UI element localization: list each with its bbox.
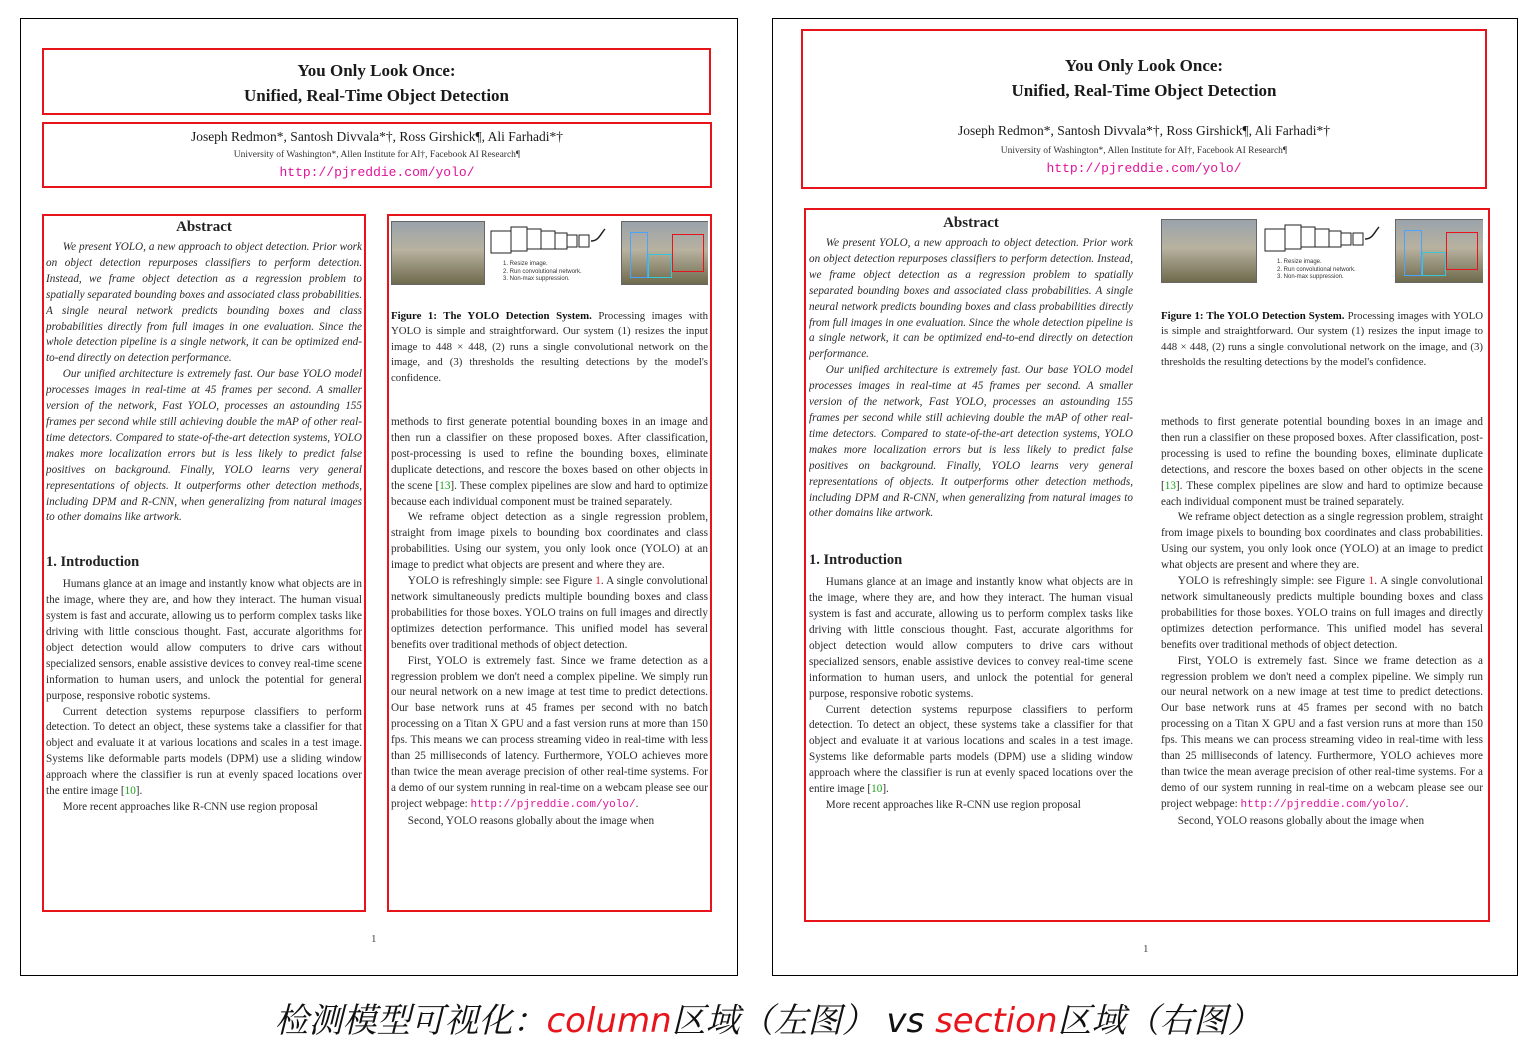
step-2: 2. Run convolutional network. xyxy=(503,268,582,275)
page-number: 1 xyxy=(1143,943,1149,955)
citation-link[interactable]: 10 xyxy=(871,783,883,796)
title-line-2: Unified, Real-Time Object Detection xyxy=(243,86,509,105)
intro-paragraph: Current detection systems repurpose classifiers to perform detection. To detect an object, these systems take a classifier for that object and evaluate it at various locations and scales in a test image. Systems like deformable parts models (DPM) use a sliding window approach where the classifier is run at evenly spaced locations over the entire image [10]. xyxy=(809,703,1133,796)
right-panel-section-regions xyxy=(772,18,1518,976)
webpage-link[interactable]: http://pjreddie.com/yolo/ xyxy=(470,798,636,811)
caption-title: Figure 1: The YOLO Detection System. xyxy=(391,310,592,322)
body-paragraph: We reframe object detection as a single regression problem, straight from image pixels to bounding box coordinates and class probabilities. Using our system, you only look once (YOLO) at an image to predict what objects are present and where they are. xyxy=(391,511,708,572)
output-image xyxy=(1395,219,1483,283)
abstract-heading: Abstract xyxy=(943,215,999,231)
intro-heading: 1. Introduction xyxy=(46,554,140,571)
body-paragraph: Second, YOLO reasons globally about the image when xyxy=(407,814,655,827)
body-paragraph: First, YOLO is extremely fast. Since we frame detection as a regression problem we don't need a complex pipeline. We simply run our neural network on a new image at test time to predict detections. Our base network runs at 45 frames per second with no batch processing on a Titan X GPU and a fast version runs at more than 150 fps. This means we can process streaming video in real-time with less than 25 milliseconds of latency. Furthermore, YOLO achieves more than twice the mean average precision of other real-time systems. For a demo of our system running in real-time on a webcam please see our project webpage: http://pjreddie.com/yolo/. xyxy=(391,654,708,811)
citation-link[interactable]: 10 xyxy=(124,785,136,798)
abstract-paragraph: Our unified architecture is extremely fast. Our base YOLO model processes images in real-time at 45 frames per second. A smaller version of the network, Fast YOLO, processes an astounding 155 frames per second while still achieving double the mAP of other real-time detectors. Compared to state-of-the-art detection systems, YOLO makes more localization errors but is less likely to predict false positives on background. Finally, YOLO learns very general representations of objects. It outperforms other detection methods, including DPM and R-CNN, when generalizing from natural images to other domains like artwork. xyxy=(809,364,1133,520)
caption-right-suffix: 区域（右图） xyxy=(1057,1001,1262,1041)
figure-ref-link[interactable]: 1 xyxy=(595,575,601,588)
citation-link[interactable]: 13 xyxy=(1164,479,1176,492)
abstract-paragraph: Our unified architecture is extremely fast. Our base YOLO model processes images in real-time at 45 frames per second. A smaller version of the network, Fast YOLO, processes an astounding 155 frames per second while still achieving double the mAP of other real-time detectors. Compared to state-of-the-art detection systems, YOLO makes more localization errors but is less likely to predict false positives on background. Finally, YOLO learns very general representations of objects. It outperforms other detection methods, including DPM and R-CNN, when generalizing from natural images to other domains like artwork. xyxy=(46,368,362,524)
body-paragraph: YOLO is refreshingly simple: see Figure 1. A single convolutional network simultaneously predicts multiple bounding boxes and class probabilities for those boxes. YOLO trains on full images and directly optimizes detection performance. This unified model has several benefits over traditional methods of object detection. xyxy=(1161,575,1483,651)
body-paragraph: methods to first generate potential bounding boxes in an image and then run a classifier on these proposed boxes. After classification, post-processing is used to refine the bounding boxes, eliminate duplicate detections, and rescore the boxes based on other objects in the scene [13]. These complex pipelines are slow and hard to optimize because each individual component must be trained separately. xyxy=(391,416,708,508)
network-diagram xyxy=(1261,221,1381,261)
figure-caption: Figure 1: The YOLO Detection System. Processing images with YOLO is simple and straightforward. Our system (1) resizes the input image to 448 × 448, (2) runs a single convolutional network on the image, and (3) thresholds the resulting detections by the model's confidence. xyxy=(391,310,708,384)
intro-paragraph: Humans glance at an image and instantly know what objects are in the image, where they are, and how they interact. The human visual system is fast and accurate, allowing us to perform complex tasks like driving with little conscious thought. Fast, accurate algorithms for object detection would allow computers to drive cars without specialized sensors, enable assistive devices to convey real-time scene information to human users, and unlock the potential for general purpose, responsive robotic systems. xyxy=(809,576,1133,700)
yolo-figure xyxy=(1161,215,1483,287)
input-image xyxy=(391,221,485,285)
caption-prefix: 检测模型可视化： xyxy=(274,1001,547,1041)
figure-ref-link[interactable]: 1 xyxy=(1368,575,1375,588)
output-image xyxy=(621,221,708,285)
body-paragraph: We reframe object detection as a single regression problem, straight from image pixels to bounding box coordinates and class probabilities. Using our system, you only look once (YOLO) at an image to predict what objects are present and where they are. xyxy=(1161,511,1483,572)
right-column-text xyxy=(391,415,708,830)
right-column-content xyxy=(1161,215,1483,917)
body-paragraph: Second, YOLO reasons globally about the image when xyxy=(1177,814,1425,827)
step-1: 1. Resize image. xyxy=(503,261,548,267)
abstract-heading: Abstract xyxy=(176,219,232,235)
body-paragraph: First, YOLO is extremely fast. Since we frame detection as a regression problem we don't need a complex pipeline. We simply run our neural network on a new image at test time to predict detections. Our base network runs at 45 frames per second with no batch processing on a Titan X GPU and a fast version runs at more than 150 fps. This means we can process streaming video in real-time with less than 25 milliseconds of latency. Furthermore, YOLO achieves more than twice the mean average precision of other real-time systems. For a demo of our system running in real-time on a webcam please see our project webpage: http://pjreddie.com/yolo/. xyxy=(1161,654,1483,811)
abstract-paragraph: We present YOLO, a new approach to object detection. Prior work on object detection repurposes classifiers to perform detection. Instead, we frame object detection as a regression problem to spatially separated bounding boxes and associated class probabilities. A single neural network predicts bounding boxes and class probabilities directly from full images in one evaluation. Since the whole detection pipeline is a single network, it can be optimized end-to-end directly on detection performance. xyxy=(809,237,1133,361)
caption-column-term: column xyxy=(546,1001,672,1041)
intro-paragraph: Humans glance at an image and instantly know what objects are in the image, where they are, and how they interact. The human visual system is fast and accurate, allowing us to perform complex tasks like driving with little conscious thought. Fast, accurate algorithms for object detection would allow computers to drive cars without specialized sensors, enable assistive devices to convey real-time scene information to human users, and unlock the potential for general purpose, responsive robotic systems. xyxy=(46,578,362,702)
author-list: Joseph Redmon*, Santosh Divvala*†, Ross Girshick¶, Ali Farhadi*† xyxy=(190,129,564,144)
caption-vs: vs xyxy=(875,1001,936,1041)
citation-link[interactable]: 13 xyxy=(439,479,451,492)
step-3: 3. Non-max suppression. xyxy=(1277,274,1344,280)
left-column-content xyxy=(809,215,1133,917)
caption-section-term: section xyxy=(935,1001,1058,1041)
step-2: 2. Run convolutional network. xyxy=(1277,266,1356,273)
affiliations: University of Washington*, Allen Institute for AI†, Facebook AI Research¶ xyxy=(233,150,521,160)
title-line-1: You Only Look Once: xyxy=(297,61,456,80)
page-number: 1 xyxy=(371,933,377,945)
affiliations: University of Washington*, Allen Institute for AI†, Facebook AI Research¶ xyxy=(1000,146,1288,156)
input-image xyxy=(1161,219,1257,283)
abstract-text xyxy=(46,240,362,526)
pipeline-steps xyxy=(503,261,582,284)
body-paragraph: YOLO is refreshingly simple: see Figure 1. A single convolutional network simultaneously predicts multiple bounding boxes and class probabilities for those boxes. YOLO trains on full images and directly optimizes detection performance. This unified model has several benefits over traditional methods of object detection. xyxy=(391,575,708,651)
intro-paragraph: More recent approaches like R-CNN use region proposal xyxy=(62,801,318,813)
yolo-figure xyxy=(391,219,708,289)
comparison-caption xyxy=(0,993,1536,1042)
body-paragraph: methods to first generate potential bounding boxes in an image and then run a classifier on these proposed boxes. After classification, post-processing is used to refine the bounding boxes, eliminate duplicate detections, and rescore the boxes based on other objects in the scene [13]. These complex pipelines are slow and hard to optimize because each individual component must be trained separately. xyxy=(1161,416,1483,508)
pipeline-steps xyxy=(1277,259,1356,282)
paper-title xyxy=(801,53,1487,103)
webpage-link[interactable]: http://pjreddie.com/yolo/ xyxy=(1240,798,1406,811)
caption-left-suffix: 区域（左图） xyxy=(671,1001,876,1041)
project-url[interactable]: http://pjreddie.com/yolo/ xyxy=(1046,161,1242,176)
intro-paragraph: More recent approaches like R-CNN use region proposal xyxy=(825,799,1081,811)
caption-title: Figure 1: The YOLO Detection System. xyxy=(1161,310,1345,322)
step-1: 1. Resize image. xyxy=(1277,259,1322,265)
abstract-paragraph: We present YOLO, a new approach to object detection. Prior work on object detection repurposes classifiers to perform detection. Instead, we frame object detection as a regression problem to spatially separated bounding boxes and associated class probabilities. A single neural network predicts bounding boxes and class probabilities directly from full images in one evaluation. Since the whole detection pipeline is a single network, it can be optimized end-to-end directly on detection performance. xyxy=(46,241,362,365)
paper-title xyxy=(42,58,711,108)
right-column-content xyxy=(391,219,708,909)
right-column-text xyxy=(1161,415,1483,830)
author-list: Joseph Redmon*, Santosh Divvala*†, Ross Girshick¶, Ali Farhadi*† xyxy=(957,123,1331,138)
intro-paragraph: Current detection systems repurpose classifiers to perform detection. To detect an object, these systems take a classifier for that object and evaluate it at various locations and scales in a test image. Systems like deformable parts models (DPM) use a sliding window approach where the classifier is run at evenly spaced locations over the entire image [10]. xyxy=(46,705,362,798)
network-diagram xyxy=(487,223,607,263)
figure-caption: Figure 1: The YOLO Detection System. Processing images with YOLO is simple and straightforward. Our system (1) resizes the input image to 448 × 448, (2) runs a single convolutional network on the image, and (3) thresholds the resulting detections by the model's confidence. xyxy=(1161,310,1483,369)
project-url[interactable]: http://pjreddie.com/yolo/ xyxy=(279,165,475,180)
step-3: 3. Non-max suppression. xyxy=(503,276,570,282)
intro-text xyxy=(46,577,362,816)
left-column-content xyxy=(46,219,362,909)
title-line-1: You Only Look Once: xyxy=(1064,56,1224,75)
left-panel-column-regions xyxy=(20,18,738,976)
intro-text xyxy=(809,575,1133,814)
intro-heading: 1. Introduction xyxy=(809,552,903,569)
abstract-text xyxy=(809,236,1133,522)
title-line-2: Unified, Real-Time Object Detection xyxy=(1011,81,1277,100)
